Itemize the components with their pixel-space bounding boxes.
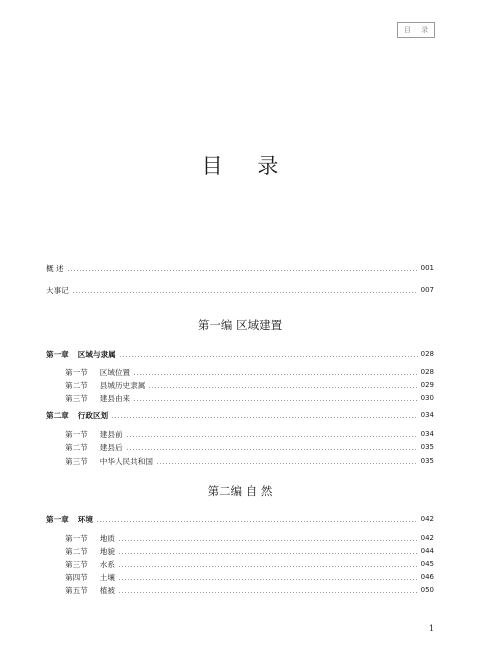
toc-page-number: 042 (420, 534, 434, 542)
toc-section[interactable] (65, 571, 434, 583)
part-heading: 第一编 区域建置 (197, 318, 283, 332)
section-title: 水系 (99, 559, 115, 569)
chapter-title: 行政区划 (77, 410, 109, 420)
chapter-title: 环境 (77, 514, 93, 524)
leader-dots (118, 540, 418, 541)
section-label: 第一节 (65, 367, 88, 377)
section-title: 植被 (99, 585, 115, 595)
section-label: 第二节 (65, 442, 88, 452)
leader-dots (126, 449, 418, 450)
toc-page-number: 044 (420, 547, 434, 555)
toc-chapter[interactable] (46, 409, 434, 421)
toc-page-number: 029 (420, 381, 434, 389)
toc-page-number: 034 (420, 411, 434, 419)
toc-page-number: 050 (420, 586, 434, 594)
toc-section[interactable] (65, 584, 434, 596)
toc-section[interactable] (65, 366, 434, 378)
leader-dots (148, 387, 417, 388)
section-title: 区域位置 (99, 367, 131, 377)
section-label: 第五节 (65, 585, 88, 595)
leader-dots (118, 566, 418, 567)
leader-dots (156, 463, 418, 464)
chapter-label: 第二章 (46, 410, 69, 420)
chapter-title: 区域与隶属 (77, 349, 116, 359)
toc-section[interactable] (65, 392, 434, 404)
page-title: 目 录 (201, 154, 293, 178)
toc-section[interactable] (65, 379, 434, 391)
part-heading: 第二编 自 然 (207, 484, 273, 498)
chapter-label: 第一章 (46, 514, 69, 524)
leader-dots (119, 356, 418, 357)
toc-entry-overview[interactable] (46, 262, 434, 274)
toc-page-number: 028 (420, 368, 434, 376)
section-title: 建县前 (99, 429, 123, 439)
section-title: 地貌 (99, 546, 115, 556)
section-title: 中华人民共和国 (99, 456, 153, 466)
section-label: 第三节 (65, 559, 88, 569)
toc-page-number: 042 (420, 515, 434, 523)
toc-section[interactable] (65, 455, 434, 467)
leader-dots (133, 374, 417, 375)
toc-page-number: 028 (420, 350, 434, 358)
toc-entry-label: 概 述 (46, 263, 64, 273)
toc-section[interactable] (65, 441, 434, 453)
leader-dots (118, 553, 418, 554)
toc-page-number: 030 (420, 394, 434, 402)
leader-dots (126, 436, 418, 437)
section-title: 县城历史隶属 (99, 380, 146, 390)
leader-dots (133, 400, 417, 401)
leader-dots (118, 592, 418, 593)
toc-page-number: 035 (420, 457, 434, 465)
section-label: 第四节 (65, 572, 88, 582)
toc-section[interactable] (65, 532, 434, 544)
toc-chapter[interactable] (46, 348, 434, 360)
toc-section[interactable] (65, 558, 434, 570)
section-title: 建县后 (99, 442, 123, 452)
toc-chapter[interactable] (46, 513, 434, 525)
section-label: 第二节 (65, 546, 88, 556)
leader-dots (96, 521, 418, 522)
toc-page-number: 007 (420, 286, 434, 294)
section-title: 建县由来 (99, 393, 131, 403)
section-label: 第一节 (65, 429, 88, 439)
toc-entry-chronicle[interactable] (46, 284, 434, 296)
toc-page-number: 045 (420, 560, 434, 568)
page-number: 1 (429, 624, 435, 633)
toc-page-number: 034 (420, 430, 434, 438)
running-head: 目 录 (397, 22, 435, 38)
toc-section[interactable] (65, 545, 434, 557)
leader-dots (111, 417, 417, 418)
toc-section[interactable] (65, 428, 434, 440)
toc-page-number: 046 (420, 573, 434, 581)
toc-page-number: 035 (420, 443, 434, 451)
section-label: 第一节 (65, 533, 88, 543)
chapter-label: 第一章 (46, 349, 69, 359)
leader-dots (118, 579, 418, 580)
toc-page-number: 001 (420, 264, 434, 272)
toc-entry-label: 大事记 (46, 285, 69, 295)
leader-dots (72, 292, 418, 293)
leader-dots (67, 270, 418, 271)
section-label: 第二节 (65, 380, 88, 390)
section-label: 第三节 (65, 456, 88, 466)
section-title: 地质 (99, 533, 115, 543)
section-label: 第三节 (65, 393, 88, 403)
section-title: 土壤 (99, 572, 115, 582)
